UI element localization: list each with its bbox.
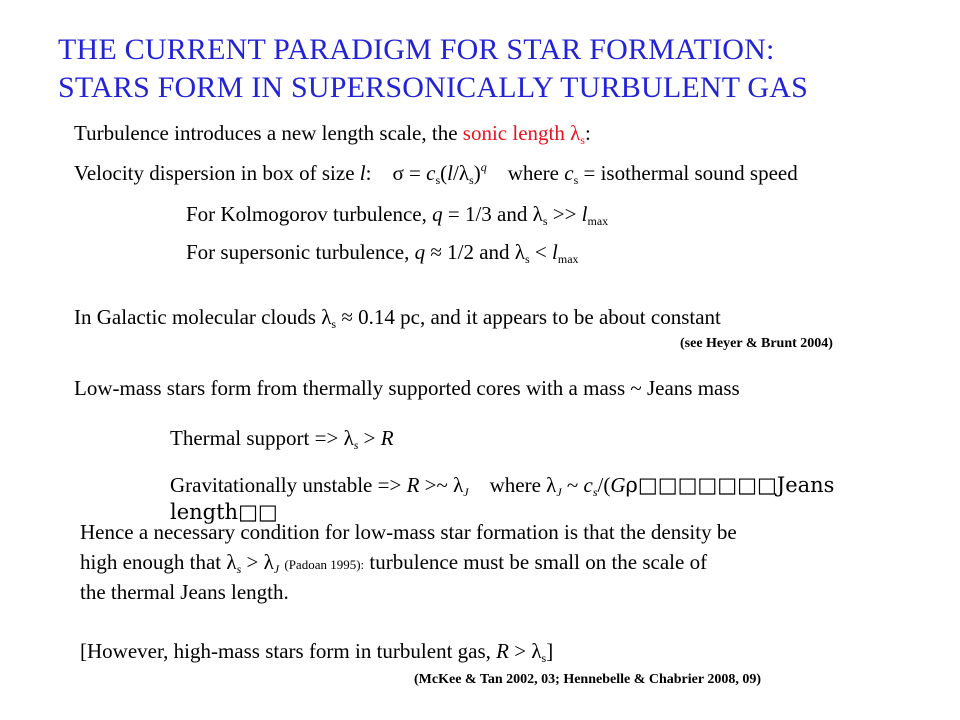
velocity-dispersion-line: Velocity dispersion in box of size l: $\sigma = c_s(l/\lambda_s)^q$ where $c_s$ = isothermal sound speed	[74, 160, 798, 187]
supersonic-line: For supersonic turbulence, q ≈ 1/2 and $\lambda_s < l_{max}$	[186, 240, 579, 266]
grav-unstable-line: Gravitationally unstable => R >~ $\lambda_J$ where $\lambda_J$ ~ $c_s/(G\rho□□□□□□□Jeans$	[170, 473, 835, 499]
sonic-length-highlight: sonic length $\lambda_s$	[462, 121, 585, 147]
high-mass-line: [However, high-mass stars form in turbulent gas, $R > \lambda_s$]	[80, 639, 554, 665]
grav-unstable-wrap: length□□	[170, 500, 278, 524]
hence-line-1: Hence a necessary condition for low-mass star formation is that the density be	[80, 520, 737, 544]
slide-title-line-2: STARS FORM IN SUPERSONICALLY TURBULENT GAS	[58, 71, 809, 104]
padoan-citation: (Padoan 1995):	[284, 557, 365, 572]
text: :	[584, 121, 591, 145]
hence-line-2: high enough that $\lambda_s > \lambda_J$ (Padoan 1995): turbulence must be small on the scale of	[80, 550, 708, 576]
thermal-support-line: Thermal support => $\lambda_s > R$	[170, 426, 394, 452]
hence-line-3: the thermal Jeans length.	[80, 580, 289, 604]
slide-title-line-1: THE CURRENT PARADIGM FOR STAR FORMATION:	[58, 33, 775, 66]
kolmogorov-line: For Kolmogorov turbulence, q = 1/3 and $\lambda_s >> l_{max}$	[186, 202, 609, 228]
text: Turbulence introduces a new length scale, the	[74, 121, 463, 145]
low-mass-stars-line: Low-mass stars form from thermally supported cores with a mass ~ Jeans mass	[74, 376, 740, 400]
galactic-clouds-line: In Galactic molecular clouds $\lambda_s \approx 0.14$ pc, and it appears to be about constant	[74, 305, 721, 331]
heyer-brunt-citation: (see Heyer & Brunt 2004)	[680, 336, 833, 351]
sonic-length-intro	[74, 120, 591, 146]
mckee-tan-citation: (McKee & Tan 2002, 03; Hennebelle & Chabrier 2008, 09)	[414, 672, 761, 687]
